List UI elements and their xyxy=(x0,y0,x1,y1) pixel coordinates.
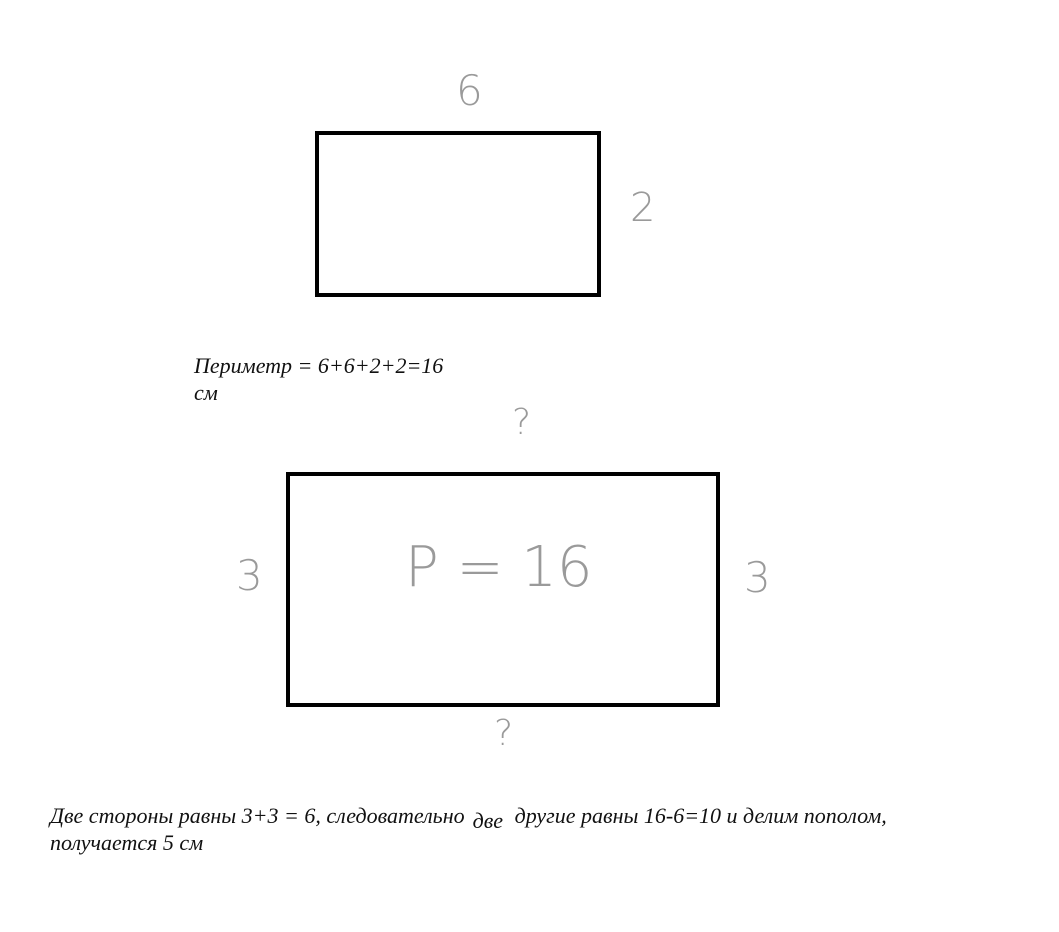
explanation-line1-start: Две стороны равны 3+3 = 6, следовательно xyxy=(50,803,465,828)
rect2-right-label: 3 xyxy=(744,553,771,602)
rect2-top-label: ? xyxy=(512,402,532,443)
rect2-left-label: 3 xyxy=(236,551,263,600)
rectangle-6x2 xyxy=(315,131,601,297)
rect2-inner-label: P = 16 xyxy=(405,535,593,600)
rect1-right-label: 2 xyxy=(630,185,656,231)
rect1-top-label: 6 xyxy=(456,66,483,115)
explanation-line1-word: две xyxy=(472,808,504,833)
explanation-line1-end: другие равны 16-6=10 и делим пополом, xyxy=(509,803,887,828)
explanation-line1 xyxy=(50,803,887,833)
explanation-line2: получается 5 см xyxy=(50,830,204,855)
perimeter-formula: Периметр = 6+6+2+2=16 xyxy=(194,353,444,378)
perimeter-unit: см xyxy=(194,380,218,405)
rect2-bottom-label: ? xyxy=(494,713,514,754)
